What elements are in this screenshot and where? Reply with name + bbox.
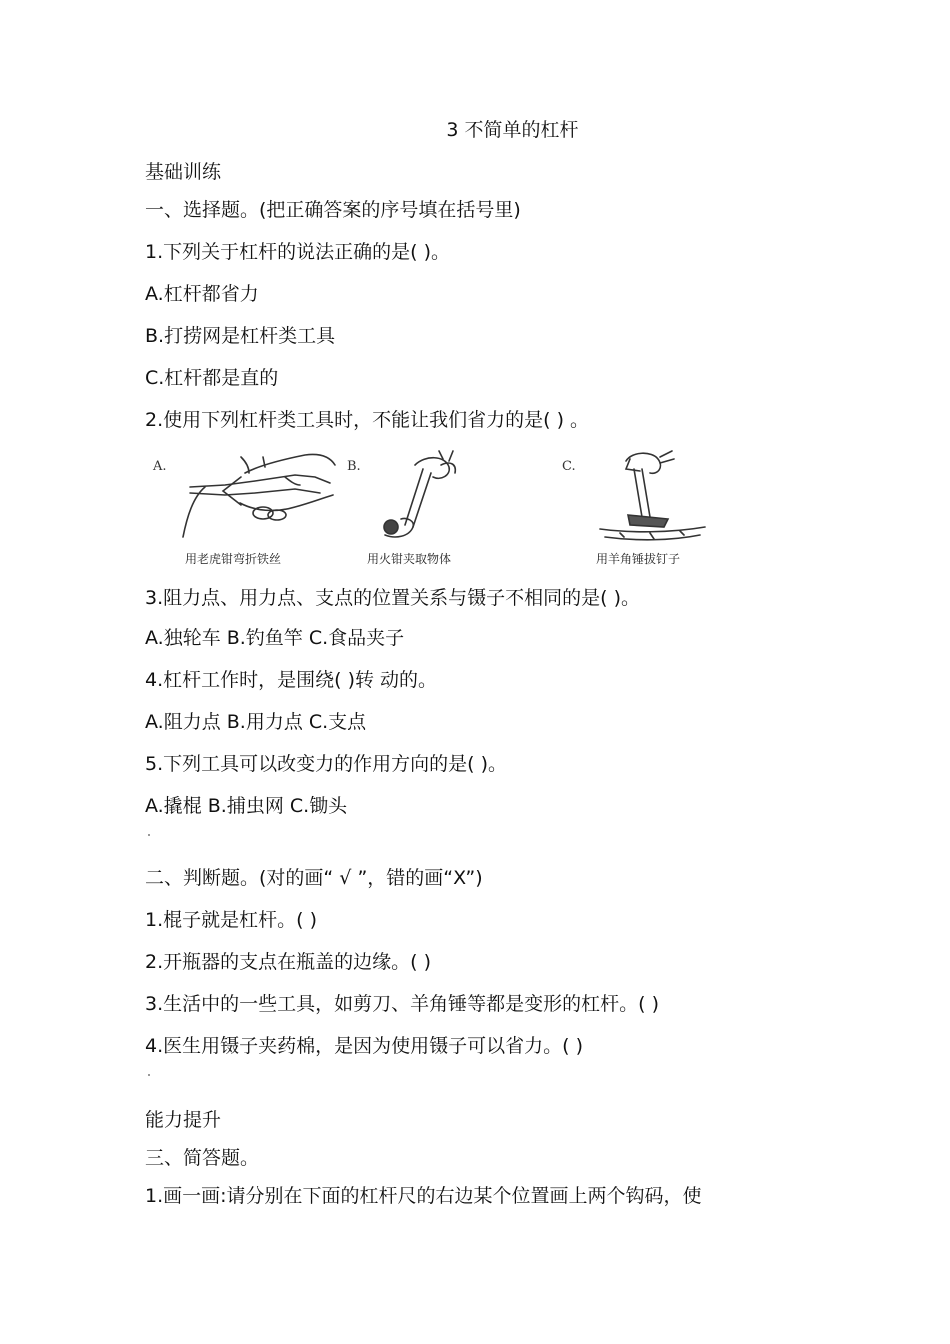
question-3: 3.阻力点、用力点、支点的位置关系与镊子不相同的是( )。 [145,587,640,609]
hammer-illustration [560,447,760,547]
question-4-options: A.阻力点 B.用力点 C.支点 [145,711,367,733]
figure-b-label: B. [347,459,361,474]
figure-hammer [560,447,760,572]
tongs-illustration [345,447,545,547]
judgement-2: 2.开瓶器的支点在瓶盖的边缘。( ) [145,951,431,973]
figure-tongs [345,447,545,572]
page-title: 3 不简单的杠杆 [446,119,579,141]
part3-heading: 三、简答题。 [145,1147,260,1169]
judgement-3: 3.生活中的一些工具，如剪刀、羊角锤等都是变形的杠杆。( ) [145,993,659,1015]
part1-heading: 一、选择题。(把正确答案的序号填在括号里) [145,199,521,221]
figure-a-label: A. [153,459,167,474]
question-2: 2.使用下列杠杆类工具时，不能让我们省力的是( ) 。 [145,409,590,431]
figure-pliers [145,447,345,572]
question-1-option-a: A.杠杆都省力 [145,283,259,305]
question-3-options: A.独轮车 B.钓鱼竿 C.食品夹子 [145,627,405,649]
figure-b-caption: 用火钳夹取物体 [367,552,452,566]
figure-c-caption: 用羊角锤拔钉子 [596,552,681,566]
pliers-hand-illustration [145,447,345,547]
judgement-1: 1.棍子就是杠杆。( ) [145,909,317,931]
question-1: 1.下列关于杠杆的说法正确的是( )。 [145,241,450,263]
figure-a-caption: 用老虎钳弯折铁丝 [185,552,282,566]
question-1-option-b: B.打捞网是杠杆类工具 [145,325,336,347]
section-advanced-heading: 能力提升 [145,1109,222,1131]
paragraph-mark [148,834,150,836]
figure-c-label: C. [562,459,576,474]
question-1-option-c: C.杠杆都是直的 [145,367,279,389]
section-basic-heading: 基础训练 [145,161,222,183]
question-4: 4.杠杆工作时，是围绕( )转 动的。 [145,669,438,691]
question-5: 5.下列工具可以改变力的作用方向的是( )。 [145,753,507,775]
question-5-options: A.撬棍 B.捕虫网 C.锄头 [145,795,348,817]
judgement-4: 4.医生用镊子夹药棉，是因为使用镊子可以省力。( ) [145,1035,583,1057]
paragraph-mark [148,1074,150,1076]
short-answer-1: 1.画一画:请分别在下面的杠杆尺的右边某个位置画上两个钩码，使 [145,1185,702,1207]
part2-heading: 二、判断题。(对的画“ √ ”，错的画“X”) [145,867,483,889]
